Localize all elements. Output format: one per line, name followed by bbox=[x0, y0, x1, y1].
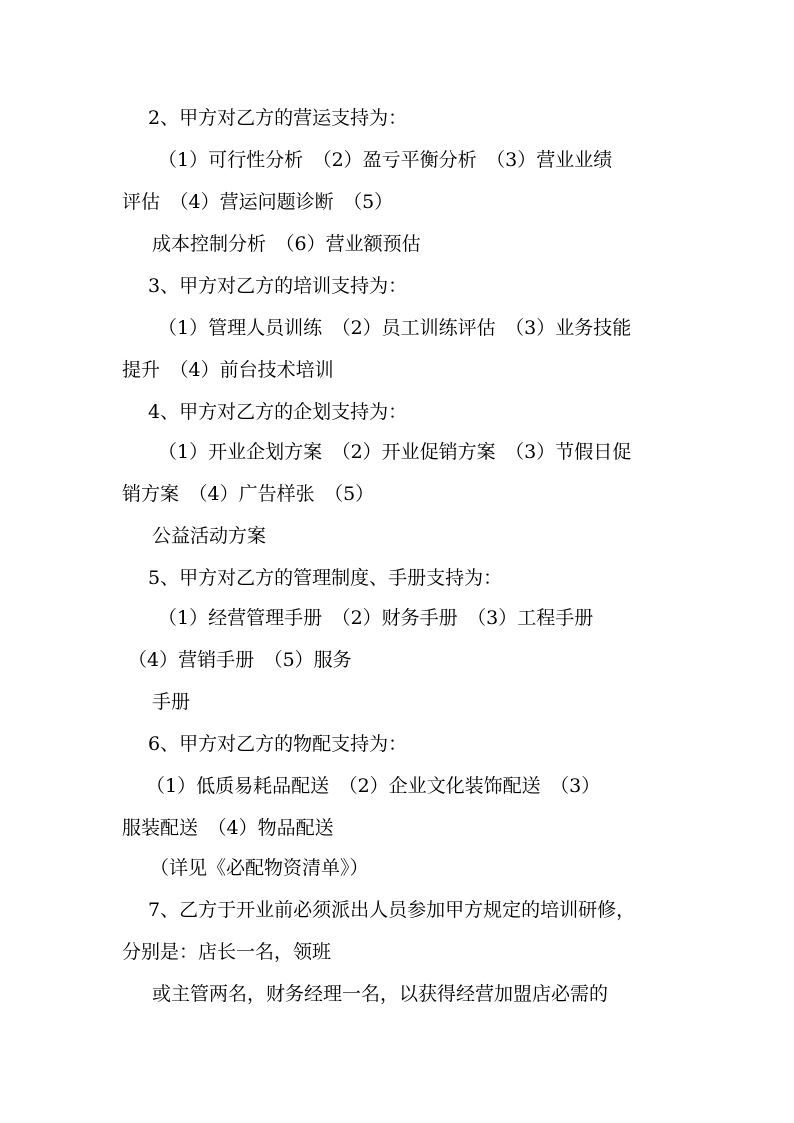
line-section-4-heading: 4、甲方对乙方的企划支持为： bbox=[148, 401, 408, 423]
line-section-6-note: （详见《必配物资清单》） bbox=[150, 857, 369, 879]
line-section-3-items-b: 提升 （4）前台技术培训 bbox=[122, 359, 334, 381]
line-section-7-c: 或主管两名，财务经理一名，以获得经营加盟店必需的 bbox=[152, 983, 609, 1005]
line-section-4-items-c: 公益活动方案 bbox=[152, 525, 267, 547]
line-section-2-items-c: 成本控制分析 （6）营业额预估 bbox=[152, 233, 421, 255]
line-section-7-b: 分别是：店长一名，领班 bbox=[122, 941, 332, 963]
line-section-5-items-b: （4）营销手册 （5）服务 bbox=[128, 649, 352, 671]
line-section-4-items-a: （1）开业企划方案 （2）开业促销方案 （3）节假日促 bbox=[158, 441, 632, 463]
line-section-3-items-a: （1）管理人员训练 （2）员工训练评估 （3）业务技能 bbox=[158, 317, 632, 339]
line-section-2-heading: 2、甲方对乙方的营运支持为： bbox=[148, 107, 408, 129]
line-section-5-items-c: 手册 bbox=[152, 691, 191, 713]
line-section-6-heading: 6、甲方对乙方的物配支持为： bbox=[148, 733, 408, 755]
line-section-6-items-b: 服装配送 （4）物品配送 bbox=[122, 817, 334, 839]
line-section-5-items-a: （1）经营管理手册 （2）财务手册 （3）工程手册 bbox=[158, 607, 594, 629]
line-section-7-a: 7、乙方于开业前必须派出人员参加甲方规定的培训研修， bbox=[148, 899, 636, 921]
line-section-6-items-a: （1）低质易耗品配送 （2）企业文化装饰配送 （3） bbox=[146, 775, 601, 797]
line-section-2-items-a: （1）可行性分析 （2）盈亏平衡分析 （3）营业业绩 bbox=[158, 149, 613, 171]
line-section-4-items-b: 销方案 （4）广告样张 （5） bbox=[122, 483, 375, 505]
line-section-2-items-b: 评估 （4）营运问题诊断 （5） bbox=[122, 191, 394, 213]
line-section-5-heading: 5、甲方对乙方的管理制度、手册支持为： bbox=[148, 567, 503, 589]
line-section-3-heading: 3、甲方对乙方的培训支持为： bbox=[148, 275, 408, 297]
